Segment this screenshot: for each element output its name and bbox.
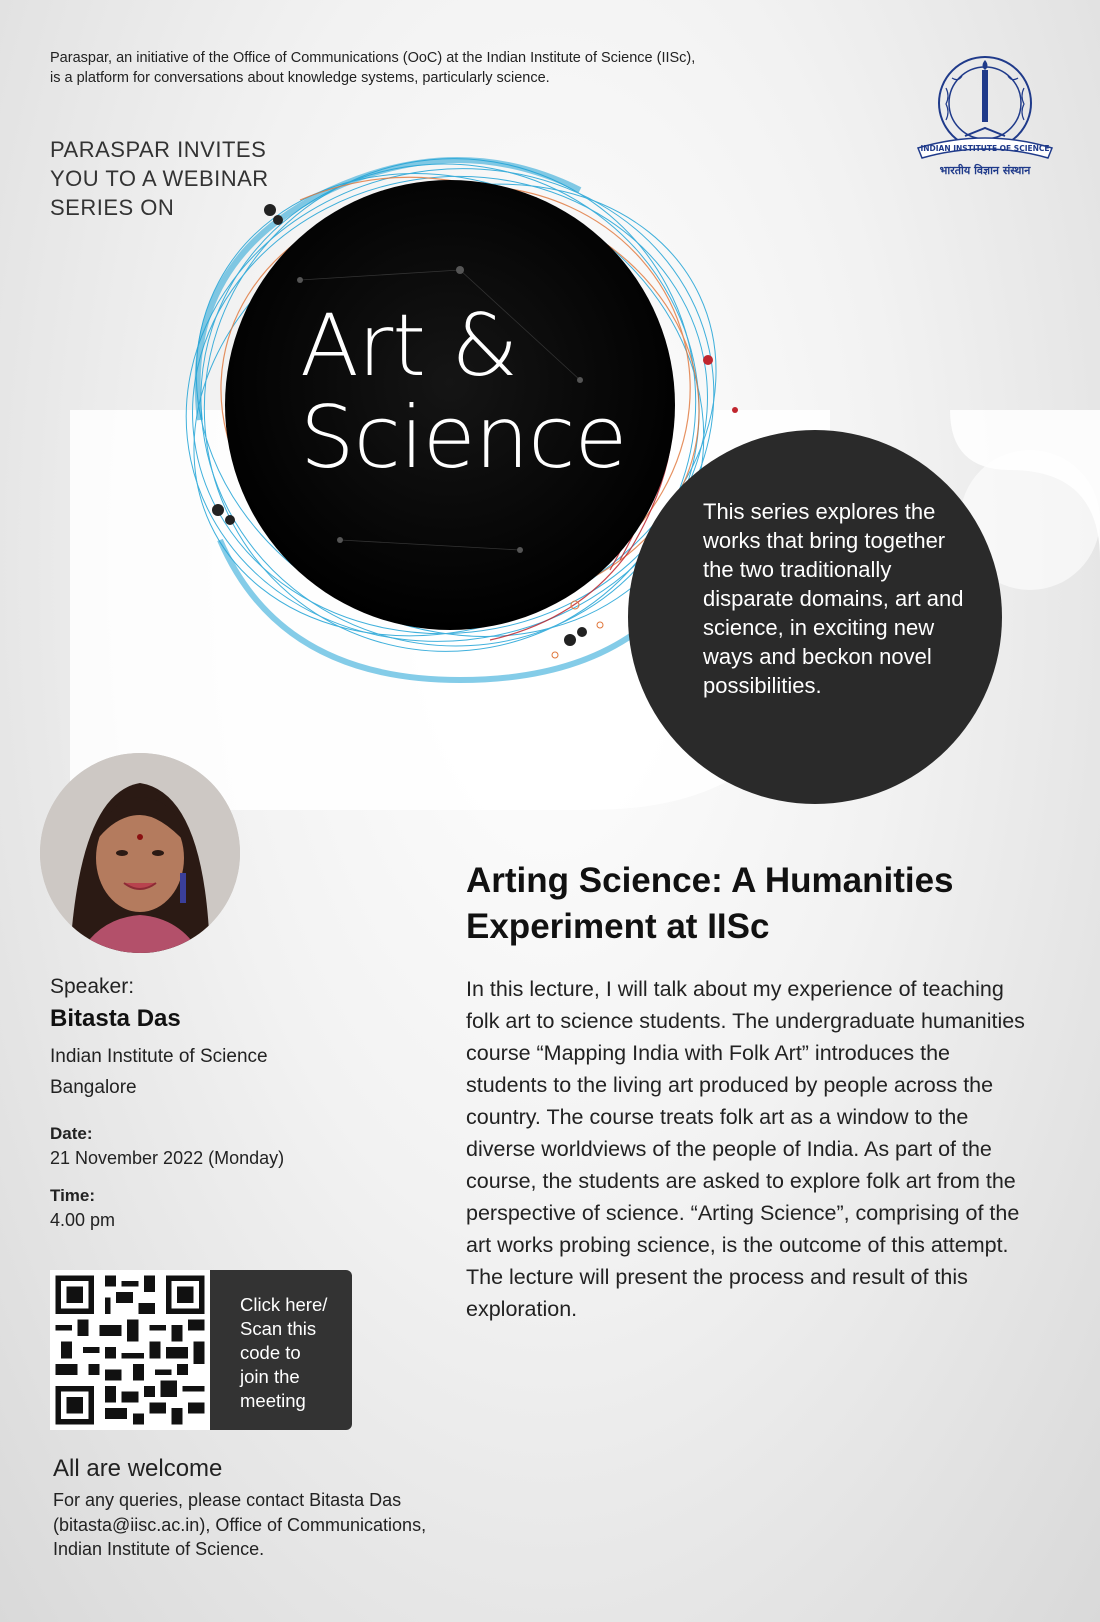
date-value: 21 November 2022 (Monday) — [50, 1148, 285, 1168]
qr-code-icon[interactable] — [50, 1270, 210, 1430]
series-title-line-2: Science — [300, 388, 627, 488]
qr-text-line-4[interactable]: join the — [240, 1366, 300, 1387]
qr-text-line-5[interactable]: meeting — [240, 1390, 306, 1411]
speaker-portrait-icon — [40, 753, 240, 953]
iisc-emblem-icon — [910, 48, 1060, 183]
qr-text-line-1[interactable]: Click here/ — [240, 1294, 328, 1315]
intro-line-2: is a platform for conversations about knowledge systems, particularly science. — [50, 70, 550, 86]
speaker-photo — [40, 753, 240, 953]
speaker-affiliation — [50, 1041, 350, 1103]
invite-line-1: PARASPAR INVITES — [50, 137, 267, 162]
intro-text — [50, 48, 810, 88]
qr-text-line-2[interactable]: Scan this — [240, 1318, 317, 1339]
speaker-affiliation-line-1: Indian Institute of Science — [50, 1046, 268, 1067]
contact-line-2: (bitasta@iisc.ac.in), Office of Communications, — [53, 1514, 427, 1535]
time-label: Time: — [50, 1186, 96, 1205]
talk-abstract: In this lecture, I will talk about my experience of teaching folk art to science students. The undergraduate humanities course “Mapping India with Folk Art” introduces the students to the living art produced by people across the country. The course treats folk art as a window to the diverse worldviews of the people of India. As part of the course, the students are asked to explore folk art from the perspective of science. “Arting Science”, comprising of the art works probing science, is the outcome of this attempt. The lecture will present the process and result of this exploration. — [466, 977, 1025, 1321]
series-description: This series explores the works that bring together the two traditionally disparate domains, art and science, in exciting new ways and beckon novel possibilities. — [703, 499, 964, 698]
contact-line-3: Indian Institute of Science. — [53, 1539, 265, 1559]
speaker-label: Speaker: — [50, 975, 135, 998]
invite-line-2: YOU TO A WEBINAR — [50, 166, 269, 191]
series-title — [300, 296, 627, 488]
speaker-name: Bitasta Das — [50, 1005, 181, 1032]
date-label: Date: — [50, 1124, 93, 1143]
speaker-affiliation-line-2: Bangalore — [50, 1077, 137, 1098]
contact-info — [53, 1488, 513, 1562]
logo-top-text: INDIAN INSTITUTE OF SCIENCE — [920, 144, 1050, 153]
logo-hindi-text: भारतीय विज्ञान संस्थान — [939, 164, 1031, 177]
welcome-text: All are welcome — [53, 1455, 223, 1482]
series-title-line-1: Art & — [300, 296, 518, 396]
talk-title: Arting Science: A Humanities Experiment at IISc — [466, 861, 954, 946]
qr-text-line-3[interactable]: code to — [240, 1342, 301, 1363]
join-meeting-text[interactable] — [240, 1293, 350, 1413]
intro-line-1: Paraspar, an initiative of the Office of Communications (OoC) at the Indian Institute of Science (IISc), — [50, 50, 696, 66]
contact-line-1: For any queries, please contact Bitasta Das — [53, 1490, 402, 1510]
invite-line-3: SERIES ON — [50, 195, 175, 220]
time-value: 4.00 pm — [50, 1210, 116, 1230]
